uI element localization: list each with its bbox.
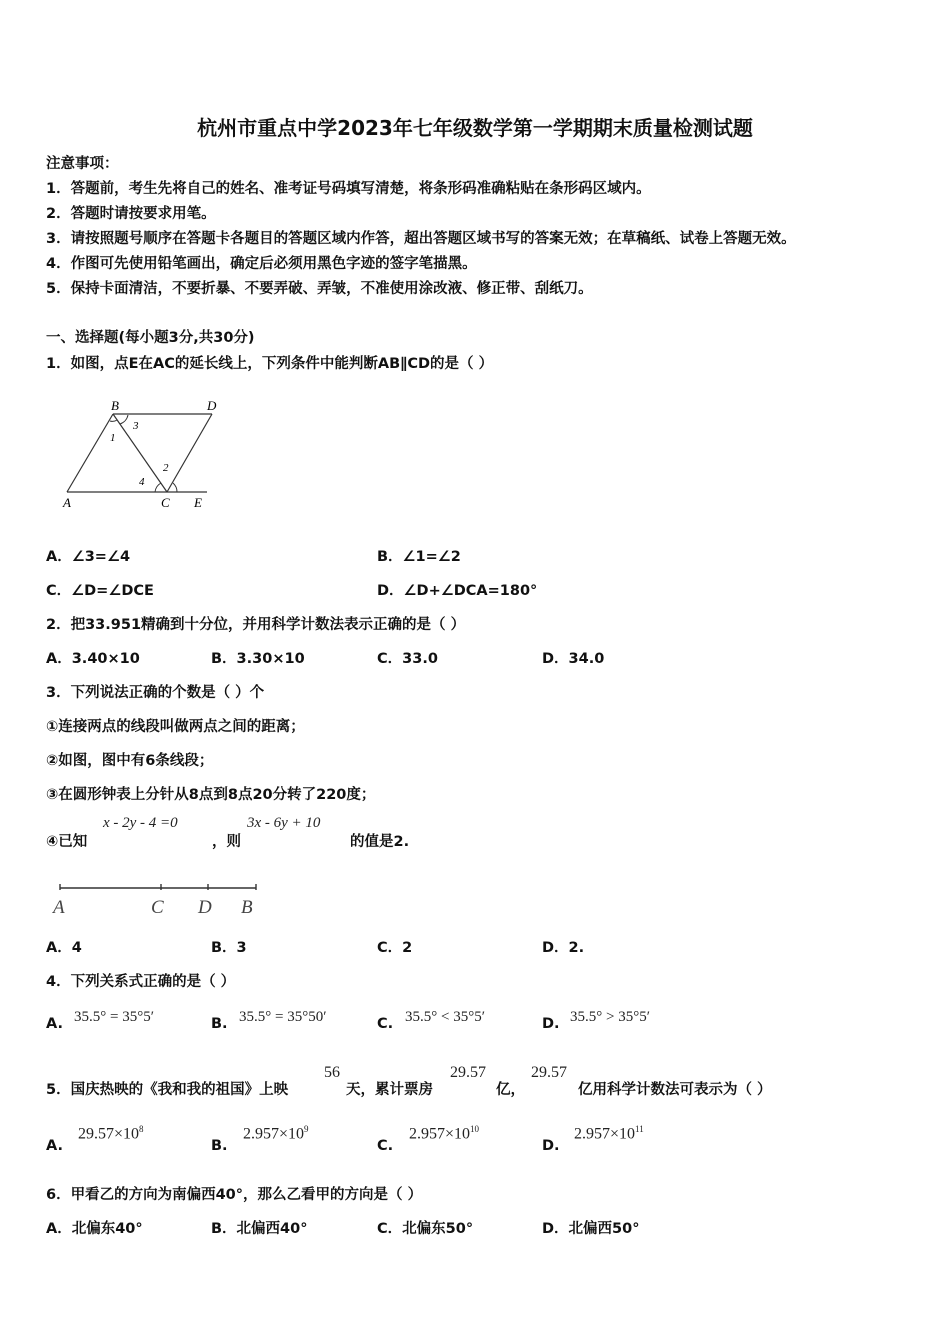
option-a: A．北偏东40° [46,1221,143,1237]
point-label: D [207,398,217,413]
option-d-expr: 35.5° > 35°5′ [570,1009,650,1025]
q1-geometry-figure [55,395,225,515]
expression: 3x - 6y + 10 [247,815,321,831]
option-b-label: B. [211,1138,228,1154]
point-label: B [241,897,253,918]
statement-2: ②如图，图中有6条线段； [46,753,214,769]
statement-4-prefix: ④已知 [46,834,88,850]
option-d-expr: $2.957\times 10^{11}$ [574,1124,644,1143]
option-a-label: A. [46,1138,63,1154]
point-label: A [63,495,71,510]
option-c: C．33.0 [377,651,438,667]
angle-label: 4 [139,476,145,488]
option-a: A．3.40×10 [46,651,140,667]
point-label: C [161,495,170,510]
point-label: C [151,897,164,918]
question-5-text: 亿用科学计数法可表示为（ ） [578,1082,772,1098]
option-c: C．∠D=∠DCE [46,583,154,599]
question-5-text: 5．国庆热映的《我和我的祖国》上映 [46,1082,289,1098]
notice-heading: 注意事项： [46,156,119,172]
option-d-label: D. [542,1016,560,1032]
option-d-label: D. [542,1138,560,1154]
number: 29.57 [450,1064,486,1081]
option-a: A．∠3=∠4 [46,549,131,565]
point-label: A [53,897,65,918]
option-b-label: B. [211,1016,228,1032]
option-c-label: C. [377,1016,394,1032]
section-heading: 一、选择题(每小题3分,共30分) [46,330,255,346]
option-b: B．3.30×10 [211,651,305,667]
number: 56 [324,1064,340,1081]
option-b: B．3 [211,940,247,956]
question-6: 6．甲看乙的方向为南偏西40°，那么乙看甲的方向是（ ） [46,1187,423,1203]
q3-line-segment-figure [50,878,270,920]
notice-item: 5．保持卡面清洁，不要折暴、不要弄破、弄皱，不准使用涂改液、修正带、刮纸刀。 [46,281,593,297]
option-c-expr: 35.5° < 35°5′ [405,1009,485,1025]
option-c-label: C. [377,1138,394,1154]
angle-label: 2 [163,462,169,474]
option-a: A．4 [46,940,82,956]
option-a-expr: 35.5° = 35°5′ [74,1009,154,1025]
option-a-label: A. [46,1016,63,1032]
option-c-expr: $2.957\times 10^{10}$ [409,1124,480,1143]
option-c: C．2 [377,940,413,956]
question-1: 1．如图，点E在AC的延长线上，下列条件中能判断AB∥CD的是（ ） [46,356,494,372]
number: 29.57 [531,1064,567,1081]
option-a-expr: $29.57\times 10^8$ [78,1124,144,1143]
statement-4-suffix: 的值是2. [350,834,410,850]
option-d: D．2. [542,940,585,956]
question-2: 2．把33.951精确到十分位，并用科学计数法表示正确的是（ ） [46,617,466,633]
notice-item: 3．请按照题号顺序在答题卡各题目的答题区域内作答，超出答题区域书写的答案无效；在草稿纸、试卷上答题无效。 [46,231,796,247]
statement-1: ①连接两点的线段叫做两点之间的距离； [46,719,305,735]
notice-item: 1．答题前，考生先将自己的姓名、准考证号码填写清楚，将条形码准确粘贴在条形码区域内。 [46,181,651,197]
page-title: 杭州市重点中学2023年七年级数学第一学期期末质量检测试题 [197,116,753,140]
option-b: B．∠1=∠2 [377,549,461,565]
question-5-text: 天，累计票房 [346,1082,433,1098]
option-c: C．北偏东50° [377,1221,474,1237]
option-d: D．34.0 [542,651,605,667]
question-5-text: 亿， [496,1082,525,1098]
question-3: 3．下列说法正确的个数是（ ）个 [46,685,265,701]
option-b: B．北偏西40° [211,1221,308,1237]
statement-3: ③在圆形钟表上分针从8点到8点20分转了220度； [46,787,376,803]
option-b-expr: $2.957\times 10^9$ [243,1124,309,1143]
angle-label: 1 [110,432,116,444]
statement-4-mid: ，则 [212,834,241,850]
option-d: D．∠D+∠DCA=180° [377,583,538,599]
angle-label: 3 [133,420,139,432]
point-label: E [194,495,202,510]
question-4: 4．下列关系式正确的是（ ） [46,974,236,990]
option-d: D．北偏西50° [542,1221,640,1237]
equation: x - 2y - 4 =0 [103,815,178,831]
point-label: B [111,398,119,413]
notice-item: 2．答题时请按要求用笔。 [46,206,216,222]
option-b-expr: 35.5° = 35°50′ [239,1009,327,1025]
notice-item: 4．作图可先使用铅笔画出，确定后必须用黑色字迹的签字笔描黑。 [46,256,477,272]
point-label: D [198,897,212,918]
